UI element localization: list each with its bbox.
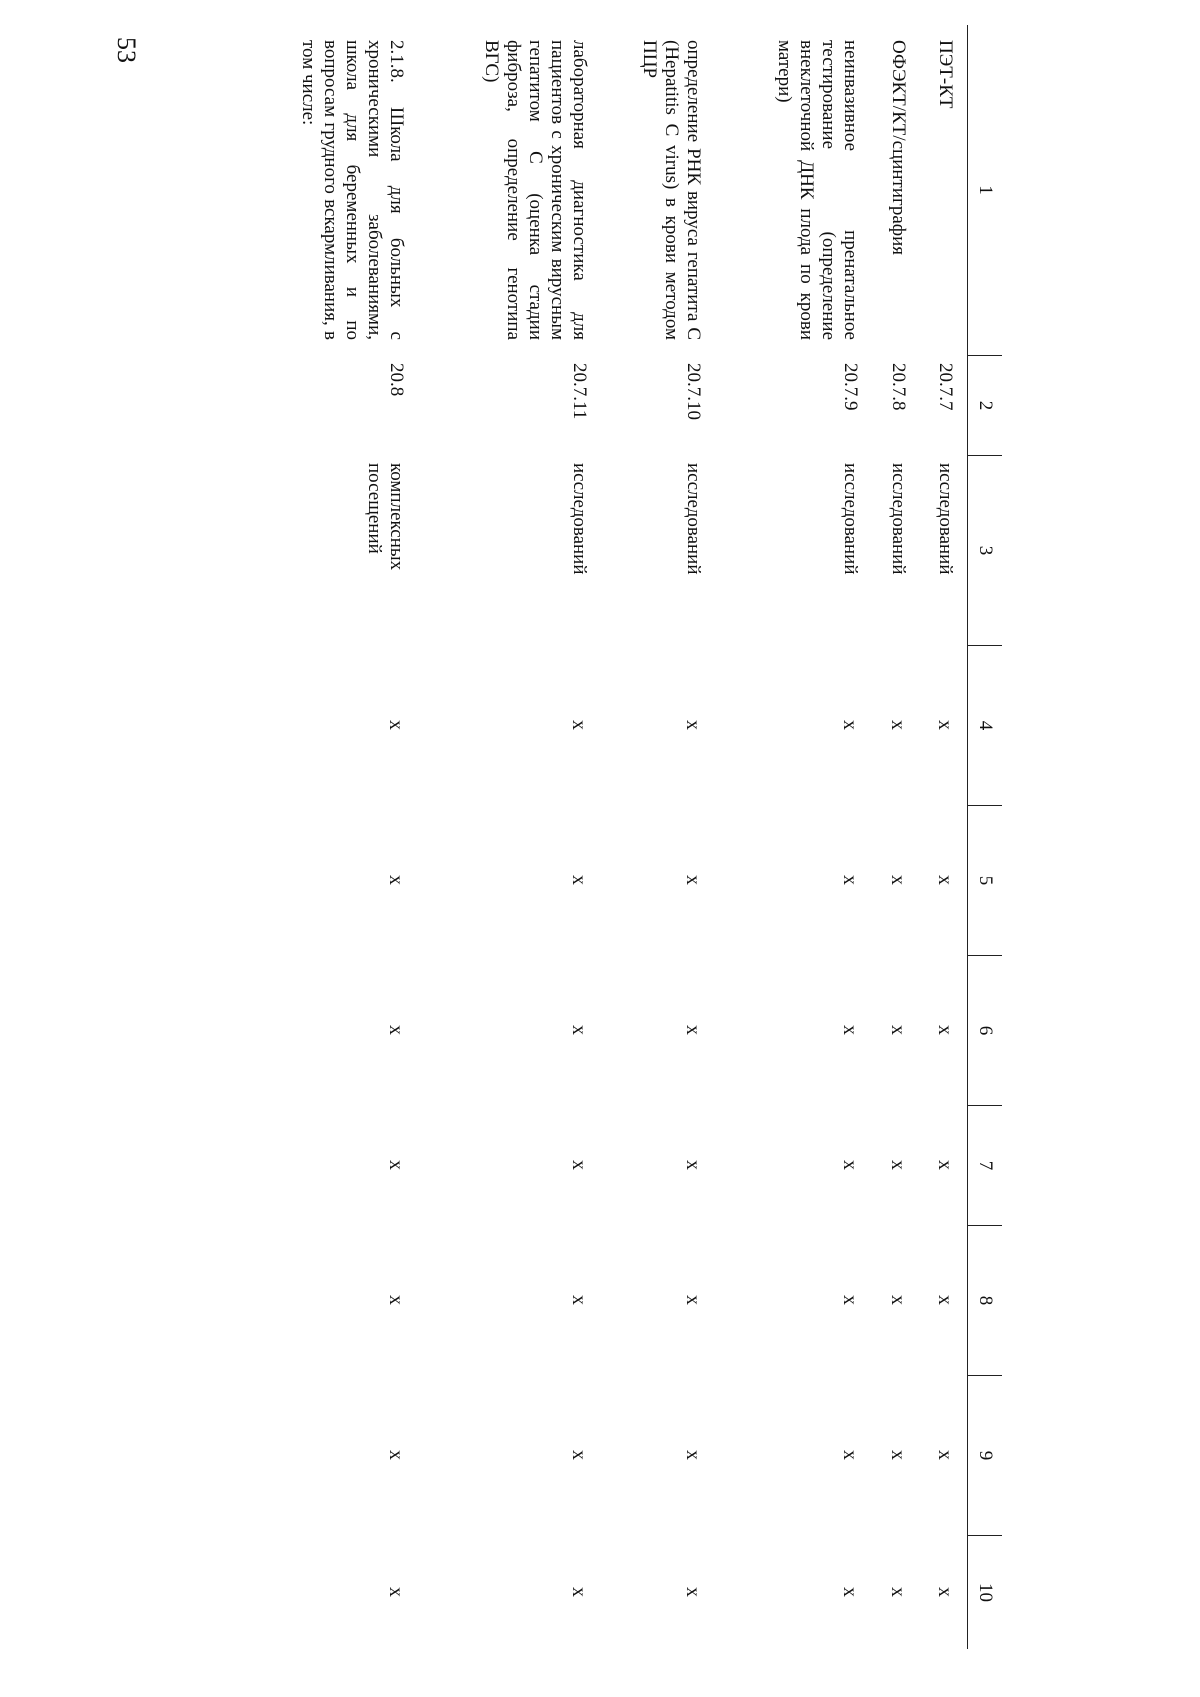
cell-col-9: x bbox=[887, 1450, 909, 1460]
cell-col-7: x bbox=[682, 1160, 704, 1170]
row-name: ОФЭКТ/КТ/сцинтиграфия bbox=[888, 40, 909, 255]
header-cell-9: 9 bbox=[968, 1375, 1002, 1535]
row-unit: исследований bbox=[683, 463, 704, 575]
cell-col-6: x bbox=[682, 1025, 704, 1035]
cell-col-7: x bbox=[934, 1160, 956, 1170]
cell-col-5: x bbox=[839, 875, 861, 885]
cell-col-8: x bbox=[839, 1295, 861, 1305]
header-divider bbox=[967, 25, 968, 1649]
row-name: лабораторная диагностика для пациентов с хроническим вирусным гепатитом C (оценка стадии фиброза, определение генотипа ВГС) bbox=[481, 40, 590, 340]
data-table bbox=[182, 25, 1002, 1649]
cell-col-8: x bbox=[385, 1295, 407, 1305]
cell-col-10: x bbox=[887, 1587, 909, 1597]
header-cell-5: 5 bbox=[968, 805, 1002, 955]
row-name: неинвазивное пренатальное тестирование (определение внеклеточной ДНК плода по крови матери) bbox=[774, 40, 861, 340]
cell-col-4: x bbox=[839, 720, 861, 730]
row-code: 20.7.9 bbox=[840, 363, 861, 411]
table-rotated-content bbox=[182, 25, 1002, 1649]
cell-col-6: x bbox=[568, 1025, 590, 1035]
cell-col-5: x bbox=[385, 875, 407, 885]
row-name: ПЭТ-КТ bbox=[935, 40, 956, 109]
cell-col-8: x bbox=[568, 1295, 590, 1305]
cell-col-6: x bbox=[887, 1025, 909, 1035]
cell-col-8: x bbox=[682, 1295, 704, 1305]
cell-col-5: x bbox=[934, 875, 956, 885]
header-cell-2: 2 bbox=[968, 355, 1002, 455]
row-unit: комплексных посещений bbox=[364, 463, 407, 571]
row-code: 20.7.10 bbox=[683, 363, 704, 420]
cell-col-7: x bbox=[887, 1160, 909, 1170]
cell-col-6: x bbox=[385, 1025, 407, 1035]
row-code: 20.7.11 bbox=[569, 363, 590, 420]
header-cell-8: 8 bbox=[968, 1225, 1002, 1375]
cell-col-9: x bbox=[682, 1450, 704, 1460]
row-code: 20.8 bbox=[386, 363, 407, 397]
cell-col-4: x bbox=[568, 720, 590, 730]
row-code: 20.7.8 bbox=[888, 363, 909, 411]
cell-col-9: x bbox=[839, 1450, 861, 1460]
cell-col-7: x bbox=[385, 1160, 407, 1170]
cell-col-10: x bbox=[934, 1587, 956, 1597]
cell-col-7: x bbox=[839, 1160, 861, 1170]
cell-col-6: x bbox=[934, 1025, 956, 1035]
cell-col-10: x bbox=[385, 1587, 407, 1597]
cell-col-7: x bbox=[568, 1160, 590, 1170]
row-code: 20.7.7 bbox=[935, 363, 956, 411]
row-unit: исследований bbox=[888, 463, 909, 575]
cell-col-4: x bbox=[887, 720, 909, 730]
row-unit: исследований bbox=[569, 463, 590, 575]
row-unit: исследований bbox=[840, 463, 861, 575]
header-cell-6: 6 bbox=[968, 955, 1002, 1105]
cell-col-6: x bbox=[839, 1025, 861, 1035]
page-number: 53 bbox=[112, 37, 141, 63]
cell-col-5: x bbox=[887, 875, 909, 885]
cell-col-4: x bbox=[682, 720, 704, 730]
row-name: 2.1.8. Школа для больных с хроническими заболеваниями, школа для беременных и по вопросам грудного вскармливания, в том числе: bbox=[298, 40, 407, 340]
header-cell-4: 4 bbox=[968, 645, 1002, 805]
cell-col-5: x bbox=[682, 875, 704, 885]
cell-col-9: x bbox=[568, 1450, 590, 1460]
header-cell-10: 10 bbox=[968, 1535, 1002, 1649]
header-cell-1: 1 bbox=[975, 185, 996, 195]
cell-col-5: x bbox=[568, 875, 590, 885]
cell-col-8: x bbox=[934, 1295, 956, 1305]
header-cell-7: 7 bbox=[968, 1105, 1002, 1225]
header-cell-3: 3 bbox=[968, 455, 1002, 645]
cell-col-10: x bbox=[568, 1587, 590, 1597]
cell-col-4: x bbox=[385, 720, 407, 730]
cell-col-4: x bbox=[934, 720, 956, 730]
cell-col-9: x bbox=[934, 1450, 956, 1460]
cell-col-10: x bbox=[682, 1587, 704, 1597]
row-name: определение РНК вируса гепатита C (Hepatitis C virus) в крови методом ПЦР bbox=[639, 40, 704, 340]
row-unit: исследований bbox=[935, 463, 956, 575]
cell-col-8: x bbox=[887, 1295, 909, 1305]
cell-col-10: x bbox=[839, 1587, 861, 1597]
cell-col-9: x bbox=[385, 1450, 407, 1460]
